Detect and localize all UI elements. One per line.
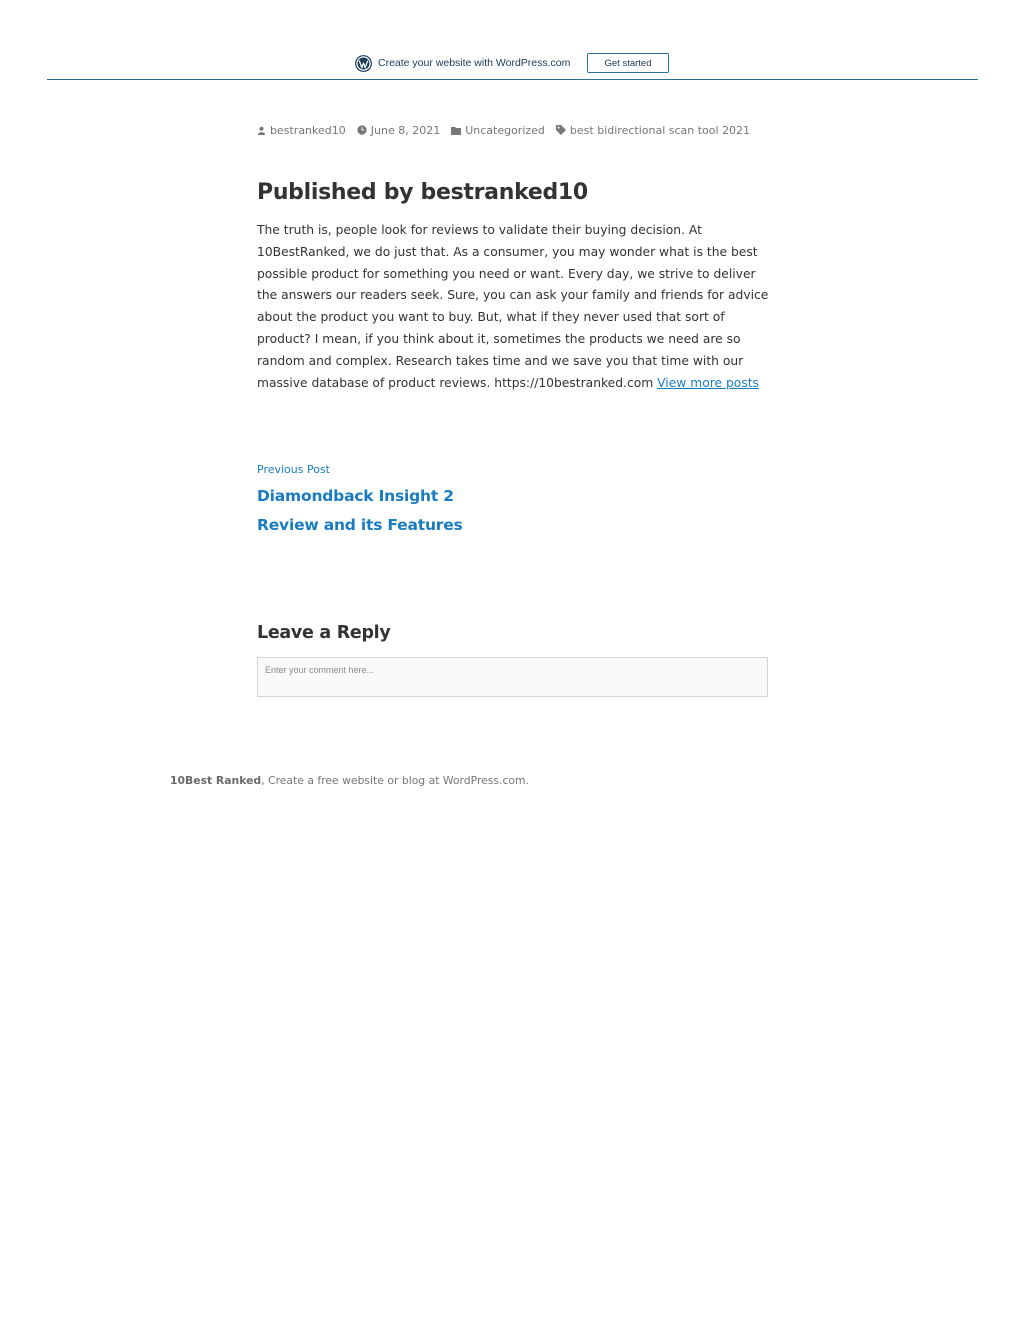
clock-icon [357,125,367,135]
date-link[interactable]: June 8, 2021 [370,123,441,137]
author-bio-heading: Published by bestranked10 [257,180,588,205]
comment-form [257,657,768,697]
footer-credit-link[interactable]: Create a free website or blog at WordPress.com. [268,774,529,787]
tag-icon [556,125,566,135]
comment-input[interactable] [258,658,767,696]
author-link[interactable]: bestranked10 [270,123,346,137]
wordpress-logo-icon [355,55,372,72]
view-more-posts-link[interactable]: View more posts [657,375,759,390]
previous-post-link[interactable]: Diamondback Insight 2 Review and its Features [257,487,463,534]
promo-text: Create your website with WordPress.com [378,57,571,69]
person-icon [257,126,266,135]
reply-heading: Leave a Reply [257,623,391,643]
get-started-button[interactable]: Get started [587,53,669,73]
promo-link[interactable] [355,53,570,73]
footer-separator: , [261,774,269,787]
previous-post-label: Previous Post [257,463,330,476]
meta-date[interactable] [357,124,440,137]
folder-icon [451,126,461,135]
meta-author[interactable] [257,124,346,137]
tag-link[interactable]: best bidirectional scan tool 2021 [569,123,751,137]
wordpress-promo-bar [47,45,978,80]
footer-site-link[interactable]: 10Best Ranked [170,774,262,787]
site-footer [170,774,529,787]
author-bio-text [257,220,772,394]
post-meta [257,122,761,138]
meta-tag[interactable] [556,124,750,137]
author-bio-description: The truth is, people look for reviews to validate their buying decision. At 10BestRanked, we do just that. As a consumer, you may wonder what is the best possible product for something you need or want. Every day, we strive to deliver the answers our readers seek. Sure, you can ask your family and friends for advice about the product you want to buy. But, what if they never used that sort of product? I mean, if you think about it, sometimes the products we need are so random and complex. Research takes time and we save you that time with our massive database of product reviews. https://10bestranked.com [257,223,769,390]
category-link[interactable]: Uncategorized [465,123,545,137]
meta-category[interactable] [451,124,545,137]
